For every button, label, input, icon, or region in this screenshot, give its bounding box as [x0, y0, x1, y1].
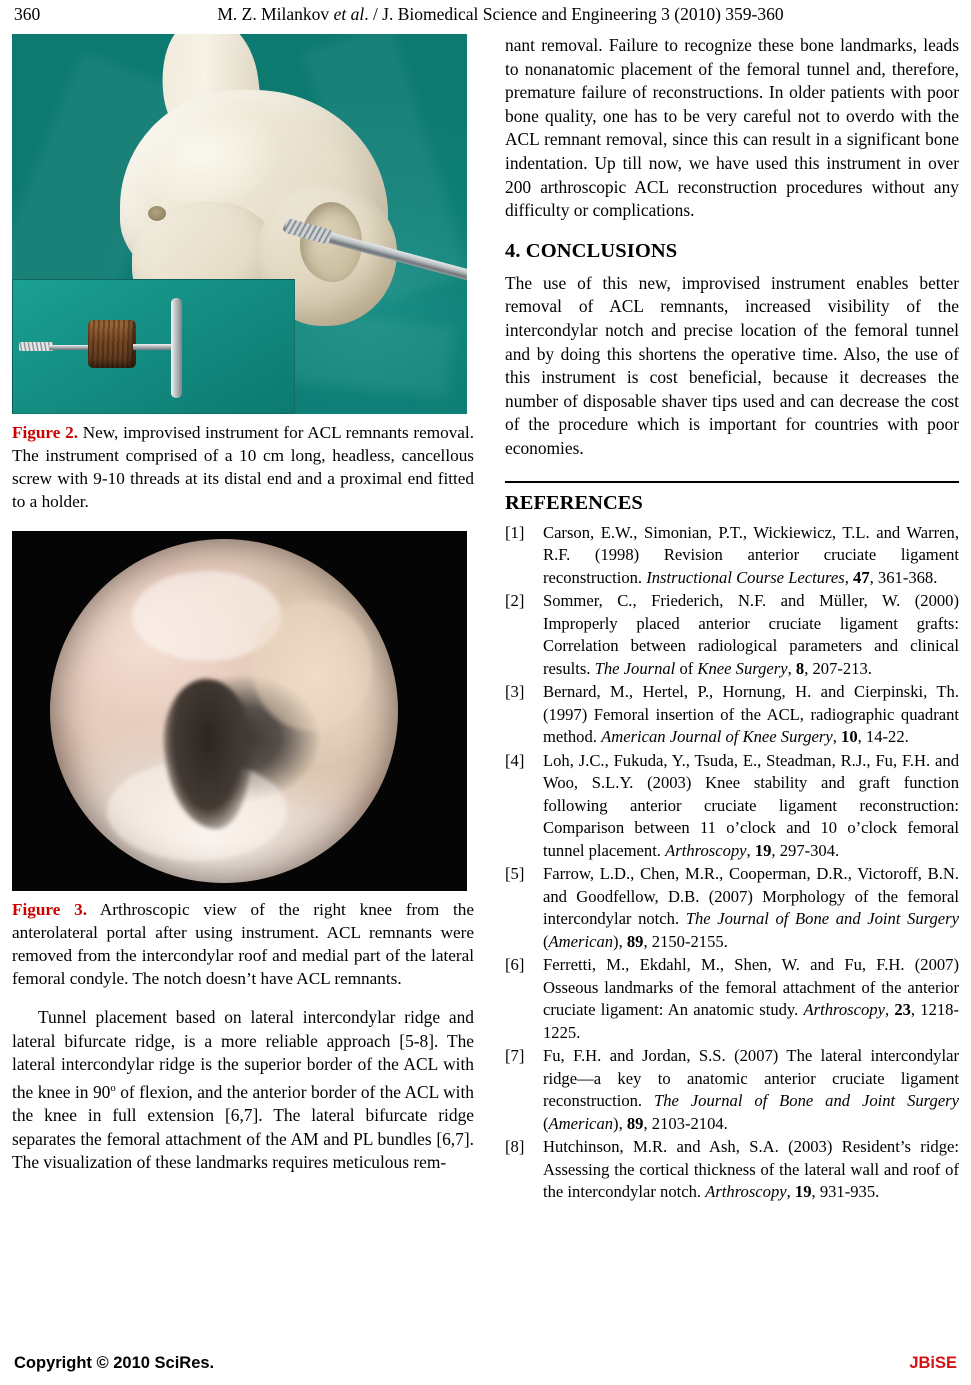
reference-plain-text: (: [543, 931, 549, 951]
figure-2-label: Figure 2.: [12, 423, 78, 442]
degree-symbol: o: [110, 1081, 116, 1094]
reference-volume: 19: [754, 840, 772, 860]
reference-text: [543, 750, 959, 863]
reference-plain-text: Fu, F.H. and Jordan, S.S. (2007) The lateral intercondylar ridge—a key to anatomic anterior cruciate ligament reconstruction.: [543, 1046, 959, 1110]
reference-volume: 47: [853, 567, 870, 587]
reference-item: [505, 750, 959, 863]
figure-2-caption-text: New, improvised instrument for ACL remnants removal. The instrument comprised of a 10 cm long, headless, cancellous screw with 9-10 threads at its distal end and a proximal end fitted to a holder.: [12, 423, 474, 511]
reference-plain-text: Loh, J.C., Fukuda, Y., Tsuda, E., Steadman, R.J., Fu, F.H. and Woo, S.L.Y. (2003) Knee stability and graft function following anterior cruciate ligament reconstruction: Comparison between 11 o’clock and 10 o’clock femoral tunnel placement.: [543, 750, 959, 860]
reference-plain-text: Ferretti, M., Ekdahl, M., Shen, W. and Fu, F.H. (2007) Osseous landmarks of the femoral attachment of the anterior cruciate ligament: An anatomic study.: [543, 955, 959, 1019]
figure-3-caption-text: Arthroscopic view of the right knee from the anterolateral portal after using instrument. ACL remnants were removed from the intercondylar roof and medial part of the lateral femoral condyle. The notch doesn’t have ACL remnants.: [12, 900, 474, 988]
left-paragraph-part2: of flexion, and the anterior border of the ACL with the knee in full extension [6,7]. The lateral bifurcate ridge separates the femoral attachment of the AM and PL bundles [6,7]. The visualization of these landmarks requires meticulous rem-: [12, 1081, 474, 1173]
reference-plain-text: (: [543, 1113, 549, 1133]
running-head-authors: M. Z. Milankov: [217, 4, 334, 24]
page-footer: [0, 1354, 971, 1373]
reference-text: [543, 522, 959, 590]
reference-volume: 89: [626, 931, 644, 951]
page-folio: 360: [14, 4, 41, 24]
reference-journal-title: The Journal of Bone and Joint Surgery: [685, 909, 959, 928]
reference-plain-text: ,: [787, 658, 796, 678]
tissue-highlight-2: [252, 601, 372, 731]
running-head-etal: et al: [333, 4, 365, 24]
reference-journal-title: Instructional Course Lectures: [646, 567, 845, 587]
reference-plain-text: ,: [786, 1182, 795, 1201]
reference-journal-title: Arthroscopy: [803, 1000, 885, 1019]
reference-item: [505, 954, 959, 1044]
figure-2-inset-photo: [12, 279, 295, 414]
references-list: [505, 522, 959, 1204]
reference-number: [4]: [505, 750, 525, 770]
reference-number: [1]: [505, 522, 525, 542]
reference-plain-text: , 207-213.: [804, 658, 872, 678]
reference-item: [505, 522, 959, 590]
journal-mark: JBiSE: [909, 1354, 957, 1372]
running-head: [0, 4, 971, 30]
reference-number: [5]: [505, 864, 525, 883]
reference-plain-text: , 1218-1225.: [543, 1000, 959, 1042]
reference-number: [3]: [505, 682, 525, 701]
reference-plain-text: ,: [844, 567, 854, 587]
reference-plain-text: Carson, E.W., Simonian, P.T., Wickiewicz, T.L. and Warren, R.F. (1998) Revision anterior cruciate ligament reconstruction.: [543, 522, 959, 587]
reference-number: [6]: [505, 955, 525, 974]
right-column-paragraph-continued: nant removal. Failure to recognize these bone landmarks, leads to nonanatomic placement of the femoral tunnel and, therefore, premature failure of reconstructions. In older patients with poor bone quality, one has to be very careful not to overdo with the ACL remnant removal, since this can result in a significant bone indentation. Up till now, we have used this instrument in over 200 arthroscopic ACL reconstruction procedures without any difficulty or complications.: [505, 35, 959, 221]
reference-plain-text: Bernard, M., Hertel, P., Hornung, H. and Cierpinski, Th. (1997) Femoral insertion of the ACL, radiographic quadrant method.: [543, 682, 959, 746]
figure-3-caption: [12, 898, 474, 990]
reference-journal-title: Knee Surgery: [697, 658, 788, 678]
reference-volume: 23: [894, 1000, 911, 1019]
reference-volume: 8: [795, 658, 805, 678]
reference-text: [543, 590, 959, 680]
reference-plain-text: , 2150-2155.: [643, 931, 728, 951]
reference-number: [2]: [505, 591, 525, 610]
reference-text: [543, 1045, 959, 1135]
reference-plain-text: ),: [613, 1113, 627, 1133]
running-head-title: [134, 4, 957, 25]
reference-journal-title: Arthroscopy: [705, 1182, 787, 1201]
conclusions-paragraph: The use of this new, improvised instrument enables better removal of ACL remnants, increased visibility of the intercondylar notch and precise location of the femoral tunnel and by doing this shortens the operative time. Also, the use of this instrument is cost beneficial, because it decreases the number of disposable shaver tips used and can decrease the cost of the procedure which is important for countries with poor economies.: [505, 272, 959, 458]
reference-item: [505, 863, 959, 953]
page-body: [0, 34, 971, 1304]
figure-2-image: [12, 34, 467, 414]
left-column-paragraph: [12, 1006, 474, 1175]
inset-chuck-holder: [88, 320, 136, 368]
reference-plain-text: , 2103-2104.: [643, 1113, 728, 1133]
inset-t-handle: [171, 298, 182, 398]
right-column: [505, 34, 971, 1205]
reference-plain-text: , 361-368.: [869, 567, 938, 587]
figure-2-caption: [12, 421, 474, 513]
figure-3: [12, 531, 474, 990]
reference-journal-title: The Journal: [594, 658, 676, 678]
reference-plain-text: ,: [884, 1000, 895, 1019]
reference-journal-title: Arthroscopy: [665, 840, 747, 860]
reference-plain-text: ),: [613, 931, 627, 951]
reference-item: [505, 1045, 959, 1135]
reference-text: [543, 863, 959, 953]
reference-text: [543, 954, 959, 1044]
reference-plain-text: Hutchinson, M.R. and Ash, S.A. (2003) Resident’s ridge: Assessing the cortical thickness of the lateral wall and roof of the intercondylar notch.: [543, 1137, 959, 1201]
reference-item: [505, 1136, 959, 1204]
reference-plain-text: ,: [832, 727, 842, 746]
reference-journal-title: American: [548, 1113, 614, 1133]
copyright-text: Copyright © 2010 SciRes.: [14, 1354, 215, 1372]
reference-plain-text: , 14-22.: [857, 727, 909, 746]
reference-volume: 89: [626, 1113, 644, 1133]
reference-text: [543, 1136, 959, 1204]
reference-plain-text: ,: [746, 840, 755, 860]
figure-3-label: Figure 3.: [12, 900, 88, 919]
reference-item: [505, 590, 959, 680]
conclusions-heading: 4. CONCLUSIONS: [505, 239, 678, 262]
reference-text: [543, 681, 959, 749]
bone-tunnel-hole: [148, 206, 166, 221]
left-column: [12, 34, 474, 1175]
figure-3-image: [12, 531, 467, 891]
reference-plain-text: Sommer, C., Friederich, N.F. and Müller, W. (2000) Improperly placed anterior cruciate ligament grafts: Correlation between radiological parameters and clinical results.: [543, 591, 959, 678]
reference-plain-text: Farrow, L.D., Chen, M.R., Cooperman, D.R., Victoroff, B.N. and Goodfellow, D.B. (2007) Morphology of the femoral intercondylar notch.: [543, 864, 959, 928]
figure-2: [12, 34, 474, 513]
reference-journal-title: American Journal of Knee Surgery: [601, 727, 833, 746]
reference-plain-text: of: [675, 658, 698, 678]
reference-plain-text: , 297-304.: [771, 840, 840, 860]
running-head-journal: . / J. Biomedical Science and Engineering 3 (2010) 359-360: [364, 4, 784, 24]
reference-number: [8]: [505, 1137, 525, 1156]
reference-number: [7]: [505, 1046, 525, 1065]
reference-volume: 19: [794, 1182, 812, 1201]
reference-journal-title: American: [548, 931, 614, 951]
reference-item: [505, 681, 959, 749]
reference-plain-text: , 931-935.: [811, 1182, 880, 1201]
left-paragraph-part1: Tunnel placement based on lateral intercondylar ridge and lateral bifurcate ridge, is a more reliable approach [5-8]. The lateral intercondylar ridge is the superior border of the ACL with the knee in 90: [12, 1007, 474, 1102]
reference-volume: 10: [841, 727, 858, 746]
references-rule: [505, 481, 959, 483]
reference-journal-title: The Journal of Bone and Joint Surgery: [654, 1091, 960, 1110]
inset-screw-tip: [19, 342, 53, 351]
references-heading: REFERENCES: [505, 491, 643, 514]
